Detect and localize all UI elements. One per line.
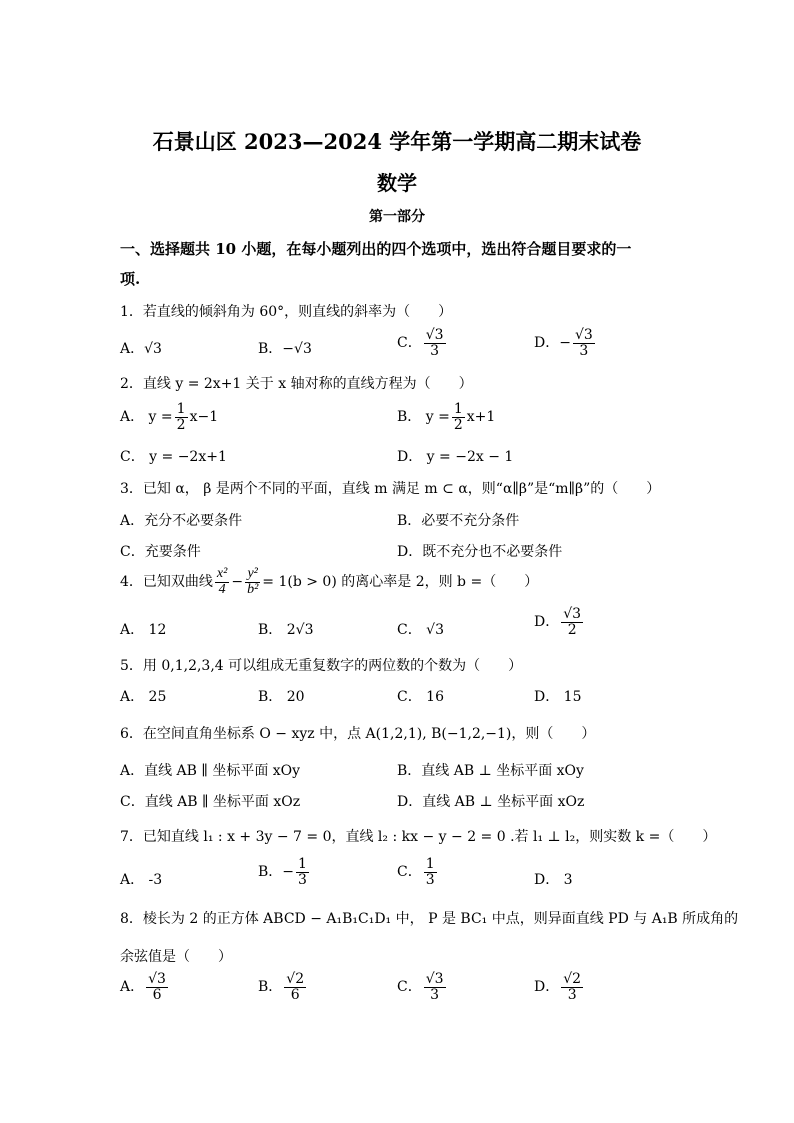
- operator: −: [231, 574, 244, 591]
- question-3-option-d: D．既不充分也不必要条件: [397, 544, 563, 560]
- fraction-denominator: 3: [430, 986, 440, 1003]
- option-label: D．: [534, 979, 560, 996]
- question-5-option-d: D． 15: [534, 689, 582, 705]
- option-label: C．: [397, 335, 422, 352]
- question-3-option-b: B．必要不充分条件: [397, 513, 520, 529]
- question-4-option-d: [534, 607, 585, 637]
- option-label: B． y =: [397, 409, 450, 426]
- question-2-option-a: [120, 402, 218, 432]
- question-1-option-c: [397, 328, 448, 358]
- question-2-option-b: [397, 402, 495, 432]
- question-8-option-b: [258, 972, 308, 1002]
- question-2-option-d: D． y = −2x − 1: [397, 449, 514, 465]
- fraction-denominator: 3: [567, 986, 577, 1003]
- question-5-option-b: B． 20: [258, 689, 305, 705]
- question-5-option-c: C． 16: [397, 689, 444, 705]
- fraction-denominator: 6: [290, 986, 300, 1003]
- fraction: [284, 972, 306, 1002]
- fraction-numerator: x²: [216, 566, 228, 581]
- stem-text: = 1(b > 0) 的离心率是 2，则 b =（ ）: [262, 574, 539, 591]
- fraction-numerator: √3: [148, 971, 166, 987]
- fraction: [424, 328, 446, 358]
- question-5-stem: 5．用 0,1,2,3,4 可以组成无重复数字的两位数的个数为（ ）: [120, 658, 523, 674]
- question-8-stem-cont: 余弦值是（ ）: [120, 949, 232, 965]
- option-label: C．: [397, 864, 422, 881]
- question-7-stem: 7．已知直线 l₁ : x + 3y − 7 = 0，直线 l₂ : kx − y − 2 = 0 .若 l₁ ⊥ l₂，则实数 k =（ ）: [120, 829, 717, 845]
- fraction-denominator: 3: [298, 871, 307, 888]
- section-heading-cont: 项.: [120, 270, 141, 288]
- fraction: [215, 567, 229, 597]
- fraction-numerator: √3: [425, 327, 444, 343]
- question-4-option-c: C． √3: [397, 622, 444, 638]
- fraction-denominator: 2: [176, 416, 186, 433]
- question-5-option-a: A． 25: [120, 689, 167, 705]
- fraction-numerator: √2: [286, 971, 305, 987]
- question-8-option-d: [534, 972, 585, 1002]
- question-6-option-c: C．直线 AB ∥ 坐标平面 xOz: [120, 794, 301, 810]
- fraction: [573, 328, 595, 358]
- option-tail: x+1: [466, 409, 496, 426]
- question-1-option-d: [534, 328, 597, 358]
- option-label: A．: [120, 979, 145, 996]
- fraction-denominator: 3: [579, 342, 589, 359]
- question-2-option-c: C． y = −2x+1: [120, 449, 227, 465]
- fraction: [424, 972, 446, 1002]
- fraction-numerator: 1: [176, 401, 186, 417]
- question-6-option-b: B．直线 AB ⊥ 坐标平面 xOy: [397, 763, 584, 779]
- question-3-stem: 3．已知 α， β 是两个不同的平面，直线 m 满足 m ⊂ α，则“α∥β”是“m∥β”的（ ）: [120, 481, 661, 497]
- fraction: [452, 402, 465, 432]
- option-label: B．−: [258, 864, 295, 881]
- fraction-numerator: √3: [574, 327, 593, 343]
- stem-text: 4．已知双曲线: [120, 574, 213, 591]
- question-8-option-a: [120, 972, 170, 1002]
- fraction-denominator: 4: [218, 581, 226, 597]
- section-heading: 一、选择题共 10 小题，在每小题列出的四个选项中，选出符合题目要求的一: [120, 240, 632, 258]
- question-1-stem: 1．若直线的倾斜角为 60°，则直线的斜率为（ ）: [120, 304, 453, 320]
- question-7-option-a: A． -3: [120, 872, 163, 888]
- fraction-numerator: 1: [453, 401, 463, 417]
- fraction-numerator: √3: [563, 606, 582, 622]
- question-3-option-a: A．充分不必要条件: [120, 513, 243, 529]
- fraction-denominator: 2: [453, 416, 463, 433]
- fraction: [175, 402, 188, 432]
- fraction: [424, 857, 437, 887]
- question-1-option-a: A．√3: [120, 341, 162, 357]
- fraction-denominator: 6: [152, 986, 162, 1003]
- fraction-numerator: √2: [563, 971, 582, 987]
- question-6-option-a: A．直线 AB ∥ 坐标平面 xOy: [120, 763, 301, 779]
- part-heading: 第一部分: [369, 209, 425, 225]
- question-7-option-b: [258, 857, 311, 887]
- fraction-denominator: 3: [430, 342, 440, 359]
- fraction-numerator: 1: [298, 856, 307, 872]
- question-6-option-d: D．直线 AB ⊥ 坐标平面 xOz: [397, 794, 585, 810]
- question-6-stem: 6．在空间直角坐标系 O − xyz 中，点 A(1,2,1), B(−1,2,−1)，则（ ）: [120, 726, 596, 742]
- option-label: B．: [258, 979, 283, 996]
- fraction-numerator: y²: [247, 566, 258, 581]
- option-tail: x−1: [189, 409, 219, 426]
- question-8-option-c: [397, 972, 448, 1002]
- fraction: [245, 567, 260, 597]
- question-4-option-a: A． 12: [120, 622, 167, 638]
- question-7-option-c: [397, 857, 439, 887]
- question-3-option-c: C．充要条件: [120, 544, 201, 560]
- fraction: [561, 972, 583, 1002]
- fraction-numerator: √3: [425, 971, 444, 987]
- fraction: [561, 607, 583, 637]
- exam-title: 石景山区 2023—2024 学年第一学期高二期末试卷: [152, 129, 642, 154]
- question-1-option-b: B．−√3: [258, 341, 312, 357]
- fraction-denominator: b²: [247, 581, 259, 597]
- option-label: D．: [534, 614, 560, 631]
- question-8-stem: 8．棱长为 2 的正方体 ABCD − A₁B₁C₁D₁ 中， P 是 BC₁ 中点，则异面直线 PD 与 A₁B 所成角的: [120, 911, 739, 927]
- fraction-denominator: 2: [567, 621, 577, 638]
- question-7-option-d: D． 3: [534, 872, 573, 888]
- fraction-denominator: 3: [425, 871, 435, 888]
- fraction: [146, 972, 168, 1002]
- option-label: C．: [397, 979, 422, 996]
- question-4-option-b: B． 2√3: [258, 622, 314, 638]
- fraction: [296, 857, 309, 887]
- option-label: A． y =: [120, 409, 173, 426]
- subject-title: 数学: [377, 171, 417, 195]
- question-2-stem: 2．直线 y = 2x+1 关于 x 轴对称的直线方程为（ ）: [120, 376, 473, 392]
- fraction-numerator: 1: [425, 856, 435, 872]
- question-4-stem: [120, 567, 538, 597]
- option-label: D．−: [534, 335, 571, 352]
